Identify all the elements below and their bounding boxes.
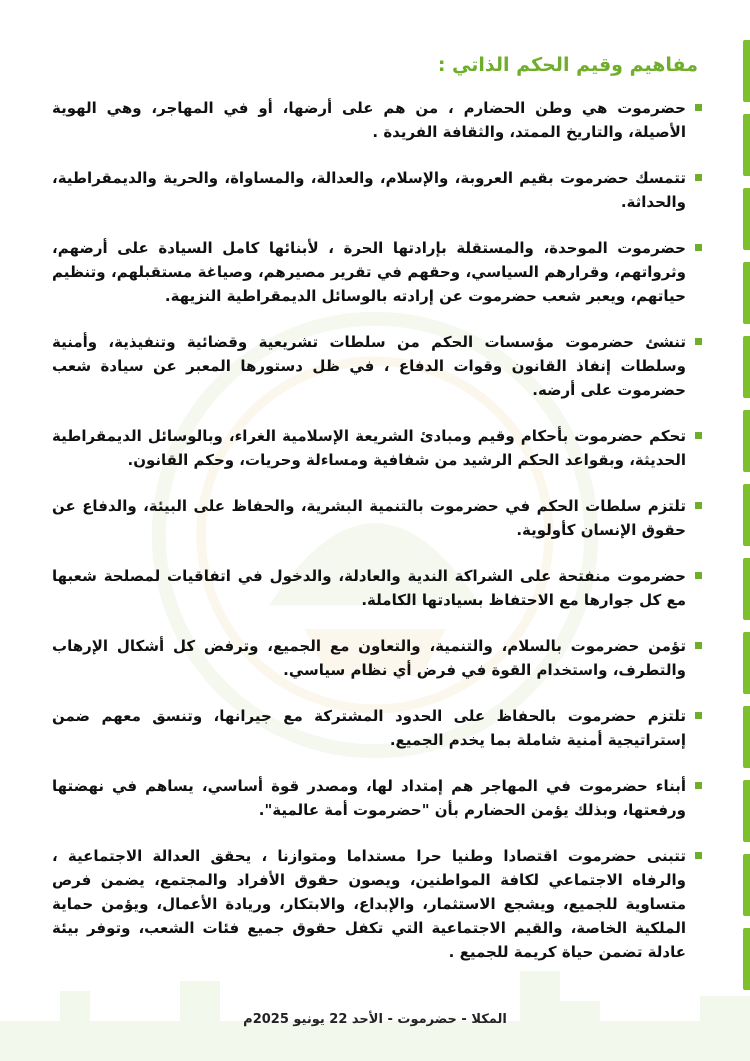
- bullet-icon: [695, 852, 702, 859]
- list-item: [52, 704, 702, 752]
- list-item: [52, 494, 702, 542]
- list-item: [52, 424, 702, 472]
- list-item-text: حضرموت منفتحة على الشراكة الندية والعادلة، والدخول في اتفاقيات لمصلحة شعبها مع كل جوارها مع الاحتفاظ بسيادتها الكاملة.: [52, 567, 686, 609]
- list-item: [52, 236, 702, 308]
- list-item: [52, 774, 702, 822]
- bullet-icon: [695, 338, 702, 345]
- list-item-text: تنشئ حضرموت مؤسسات الحكم من سلطات تشريعية وقضائية وتنفيذية، وأمنية وسلطات إنفاذ القانون وقوات الدفاع ، في ظل دستورها المعبر عن سيادة شعب حضرموت على أرضه.: [52, 333, 686, 399]
- list-item-text: تلتزم حضرموت بالحفاظ على الحدود المشتركة مع جيرانها، وتنسق معهم ضمن إستراتيجية أمنية شاملة بما يخدم الجميع.: [52, 707, 686, 749]
- bullet-icon: [695, 174, 702, 181]
- bullet-icon: [695, 642, 702, 649]
- list-item: [52, 166, 702, 214]
- list-item-text: تتمسك حضرموت بقيم العروبة، والإسلام، والعدالة، والمساواة، والحرية والديمقراطية، والحداثة.: [52, 169, 686, 211]
- list-item-text: تحكم حضرموت بأحكام وقيم ومبادئ الشريعة الإسلامية الغراء، وبالوسائل الديمقراطية الحديثة، وبقواعد الحكم الرشيد من شفافية ومساءلة وحريات، وحكم القانون.: [52, 427, 686, 469]
- list-item: [52, 564, 702, 612]
- bullet-icon: [695, 782, 702, 789]
- list-item: [52, 96, 702, 144]
- list-item-text: تتبنى حضرموت اقتصادا وطنيا حرا مستداما ومتوازنا ، يحقق العدالة الاجتماعية ، والرفاه الاجتماعي لكافة المواطنين، ويصون حقوق الأفراد والمجتمع، يضمن فرص متساوية للجميع، ويشجع الاستثمار، والإبداع، والابتكار، وريادة الأعمال، ويؤمن حماية الملكية الخاصة، والقيم الاجتماعية التي تكفل حقوق جميع فئات الشعب، وتوفر بيئة عادلة تضمن حياة كريمة للجميع .: [52, 847, 686, 961]
- bullet-icon: [695, 432, 702, 439]
- page-title: مفاهيم وقيم الحكم الذاتي :: [437, 54, 698, 76]
- bullet-icon: [695, 572, 702, 579]
- list-item-text: تلتزم سلطات الحكم في حضرموت بالتنمية البشرية، والحفاظ على البيئة، والدفاع عن حقوق الإنسان كأولوية.: [52, 497, 686, 539]
- list-item-text: أبناء حضرموت في المهاجر هم إمتداد لها، ومصدر قوة أساسي، يساهم في نهضتها ورفعتها، وبذلك يؤمن الحضارم بأن "حضرموت أمة عالمية".: [52, 777, 686, 819]
- list-item-text: حضرموت الموحدة، والمستقلة بإرادتها الحرة ، لأبنائها كامل السيادة على أرضهم، وثرواتهم، وقرارهم السياسي، وحقهم في تقرير مصيرهم، وصياغة مستقبلهم، وتنظيم حياتهم، ويعبر شعب حضرموت عن إرادته بالوسائل الديمقراطية النزيهة.: [52, 239, 686, 305]
- list-item: [52, 330, 702, 402]
- principles-list: [52, 96, 702, 986]
- bullet-icon: [695, 104, 702, 111]
- list-item-text: تؤمن حضرموت بالسلام، والتنمية، والتعاون مع الجميع، وترفض كل أشكال الإرهاب والتطرف، واستخدام القوة في فرض أي نظام سياسي.: [52, 637, 686, 679]
- bullet-icon: [695, 244, 702, 251]
- right-edge-stripes: [734, 0, 750, 1061]
- list-item: [52, 634, 702, 682]
- bullet-icon: [695, 502, 702, 509]
- bullet-icon: [695, 712, 702, 719]
- list-item: [52, 844, 702, 964]
- footer-dateline: المكلا - حضرموت - الأحد 22 يونيو 2025م: [243, 1012, 507, 1027]
- list-item-text: حضرموت هي وطن الحضارم ، من هم على أرضها، أو في المهاجر، وهي الهوية الأصيلة، والتاريخ الممتد، والثقافة الفريدة .: [52, 99, 686, 141]
